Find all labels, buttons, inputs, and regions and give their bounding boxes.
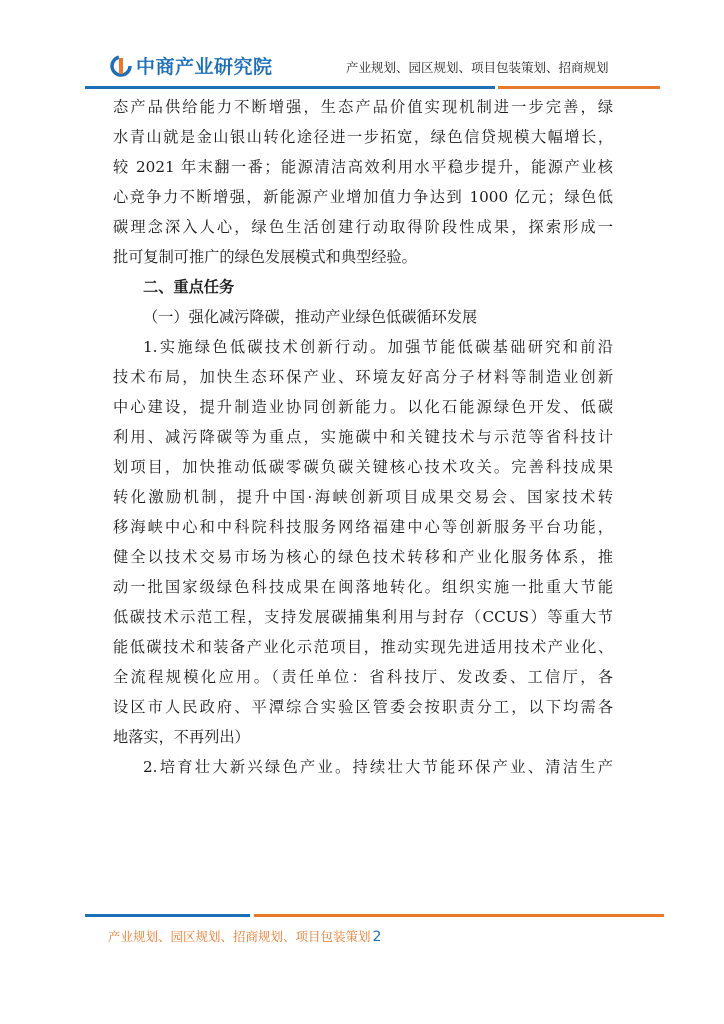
text-line: 批可复制可推广的绿色发展模式和典型经验。: [113, 248, 417, 266]
header-rule-orange: [498, 86, 660, 89]
document-body: [113, 92, 613, 782]
page-header: [0, 0, 724, 96]
text-line: 设区市人民政府、平潭综合实验区管委会按职责分工，以下均需各: [113, 698, 613, 716]
text-line: 1.实施绿色低碳技术创新行动。加强节能低碳基础研究和前沿: [143, 338, 613, 356]
text-line: 利用、减污降碳等为重点，实施碳中和关键技术与示范等省科技计: [113, 428, 613, 446]
text-line: 低碳技术示范工程，支持发展碳捕集利用与封存（CCUS）等重大节: [113, 608, 613, 626]
header-rule-blue: [85, 86, 495, 89]
subsection-heading: （一）强化减污降碳，推动产业绿色低碳循环发展: [143, 308, 478, 326]
text-line: 全流程规模化应用。（责任单位：省科技厅、发改委、工信厅，各: [113, 668, 613, 686]
text-line: 态产品供给能力不断增强，生态产品价值实现机制进一步完善，绿: [113, 98, 613, 116]
header-tagline: 产业规划、园区规划、项目包装策划、招商规划: [346, 60, 609, 75]
text-line: 健全以技术交易市场为核心的绿色技术转移和产业化服务体系，推: [113, 548, 613, 566]
text-line: 移海峡中心和中科院科技服务网络福建中心等创新服务平台功能，: [113, 518, 613, 536]
page-footer: [108, 927, 381, 945]
text-line: 划项目，加快推动低碳零碳负碳关键核心技术攻关。完善科技成果: [113, 458, 613, 476]
text-line: 碳理念深入人心，绿色生活创建行动取得阶段性成果，探索形成一: [113, 218, 613, 236]
text-line: 水青山就是金山银山转化途径进一步拓宽，绿色信贷规模大幅增长，: [113, 128, 613, 146]
company-logo: [110, 52, 273, 79]
footer-rule-orange: [254, 914, 664, 917]
footer-rule-blue: [85, 914, 250, 917]
section-heading: 二、重点任务: [143, 278, 235, 296]
logo-icon: [110, 55, 132, 77]
text-line: 地落实，不再列出）: [113, 728, 250, 746]
text-line: 心竞争力不断增强，新能源产业增加值力争达到 1000 亿元；绿色低: [113, 188, 613, 206]
text-line: 动一批国家级绿色科技成果在闽落地转化。组织实施一批重大节能: [113, 578, 613, 596]
text-line: 能低碳技术和装备产业化示范项目，推动实现先进适用技术产业化、: [113, 638, 613, 656]
text-line: 较 2021 年末翻一番；能源清洁高效利用水平稳步提升，能源产业核: [113, 158, 613, 176]
text-line: 转化激励机制，提升中国·海峡创新项目成果交易会、国家技术转: [113, 488, 613, 506]
text-line: 2.培育壮大新兴绿色产业。持续壮大节能环保产业、清洁生产: [143, 758, 613, 776]
text-line: 技术布局，加快生态环保产业、环境友好高分子材料等制造业创新: [113, 368, 613, 386]
logo-text: 中商产业研究院: [136, 56, 273, 78]
page-number: 2: [372, 929, 382, 945]
text-line: 中心建设，提升制造业协同创新能力。以化石能源绿色开发、低碳: [113, 398, 613, 416]
footer-tagline: 产业规划、园区规划、招商规划、项目包装策划: [108, 929, 371, 944]
